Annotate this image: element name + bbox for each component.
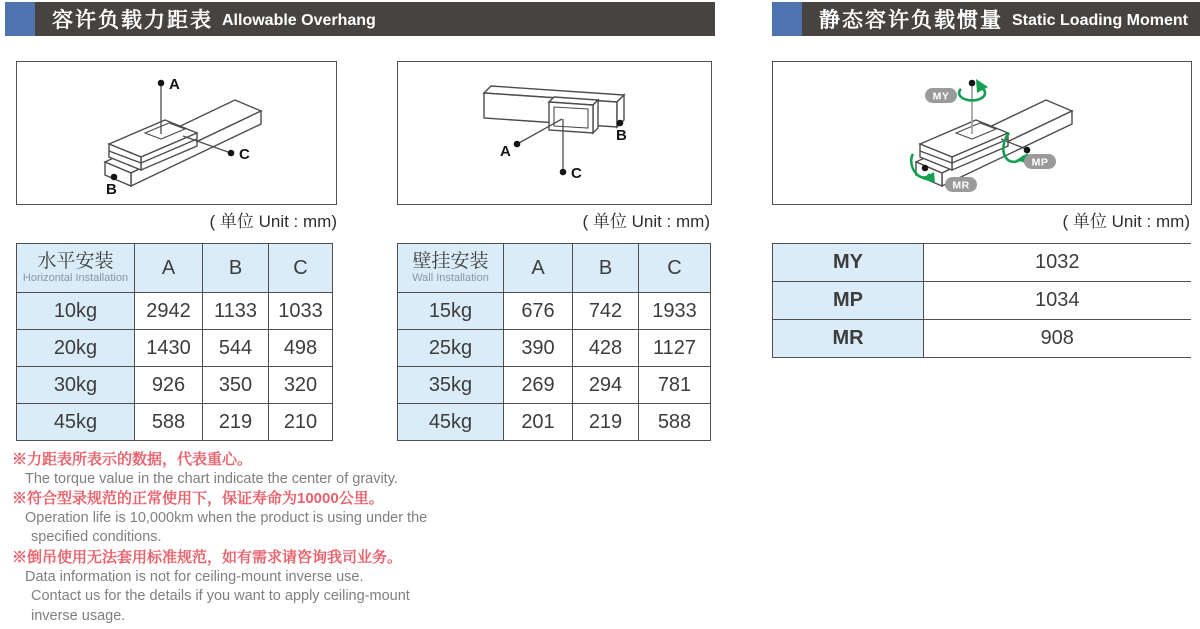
value-cell: 676 xyxy=(504,293,573,330)
wall-installation-diagram xyxy=(397,61,712,205)
value-cell: 390 xyxy=(504,330,573,367)
column-header-c: C xyxy=(269,244,333,293)
section-title-zh: 容许负载力距表 xyxy=(52,9,213,32)
table-row xyxy=(17,404,333,441)
table-row xyxy=(398,404,711,441)
static-moment-diagram xyxy=(772,61,1192,205)
point-a-dot xyxy=(514,141,521,148)
load-cell: 15kg xyxy=(398,293,504,330)
footnote-zh: ※倒吊使用无法套用标准规范，如有需求请咨询我司业务。 xyxy=(12,548,403,566)
table-title-en: Wall Installation xyxy=(412,272,489,284)
value-cell: 588 xyxy=(135,404,203,441)
table-title-zh: 水平安装 xyxy=(37,251,114,272)
mp-axis-dot xyxy=(1024,147,1031,154)
header-bar xyxy=(802,2,1200,36)
section-title-en: Allowable Overhang xyxy=(222,12,376,29)
label-a: A xyxy=(169,76,180,93)
table-row xyxy=(773,244,1191,282)
my-arrowhead-icon xyxy=(976,79,988,93)
value-cell: 2942 xyxy=(135,293,203,330)
table-row xyxy=(17,367,333,404)
section-title-zh: 静态容许负载惯量 xyxy=(819,9,1003,32)
footnote-en: The torque value in the chart indicate the center of gravity. xyxy=(25,470,398,487)
footnote-en: Contact us for the details if you want to apply ceiling-mount xyxy=(31,588,410,605)
footnote-en: specified conditions. xyxy=(31,529,162,546)
footnote-en: inverse usage. xyxy=(31,607,126,624)
table-title-zh: 壁挂安装 xyxy=(412,251,489,272)
my-axis-dot xyxy=(969,80,976,87)
moment-value-cell: 908 xyxy=(924,320,1191,358)
wall-installation-table xyxy=(397,243,711,441)
moment-value-cell: 1032 xyxy=(924,244,1191,282)
table-title-en: Horizontal Installation xyxy=(22,272,129,284)
unit-label: ( 单位 Unit : mm) xyxy=(209,212,337,231)
horizontal-diagram-drawing xyxy=(17,62,336,204)
load-cell: 45kg xyxy=(17,404,135,441)
load-cell: 25kg xyxy=(398,330,504,367)
point-c-dot xyxy=(228,150,235,157)
value-cell: 498 xyxy=(269,330,333,367)
table-header-row xyxy=(17,244,333,293)
load-cell: 45kg xyxy=(398,404,504,441)
value-cell: 350 xyxy=(203,367,269,404)
label-a: A xyxy=(500,143,511,160)
column-header-c: C xyxy=(639,244,711,293)
value-cell: 544 xyxy=(203,330,269,367)
mr-axis-dot xyxy=(922,165,929,172)
moment-diagram-drawing xyxy=(773,62,1191,204)
value-cell: 428 xyxy=(573,330,639,367)
footnote-zh: ※符合型录规范的正常使用下，保证寿命为10000公里。 xyxy=(12,490,384,508)
value-cell: 1933 xyxy=(639,293,711,330)
header-accent-square xyxy=(5,2,35,36)
value-cell: 742 xyxy=(573,293,639,330)
value-cell: 320 xyxy=(269,367,333,404)
point-b-dot xyxy=(111,174,118,181)
mr-badge-label: MR xyxy=(952,179,970,192)
value-cell: 1133 xyxy=(203,293,269,330)
load-cell: 30kg xyxy=(17,367,135,404)
value-cell: 294 xyxy=(573,367,639,404)
label-b: B xyxy=(106,181,117,198)
footnote-en: Data information is not for ceiling-mount inverse use. xyxy=(25,568,364,585)
column-header-a: A xyxy=(504,244,573,293)
header-accent-square xyxy=(772,2,802,36)
point-a-dot xyxy=(158,80,165,87)
wall-diagram-drawing xyxy=(398,62,711,204)
value-cell: 210 xyxy=(269,404,333,441)
value-cell: 1127 xyxy=(639,330,711,367)
column-header-b: B xyxy=(203,244,269,293)
moment-label-cell: MY xyxy=(773,244,924,282)
horizontal-installation-table xyxy=(16,243,333,441)
horizontal-installation-diagram xyxy=(16,61,337,205)
point-b-dot xyxy=(617,120,624,127)
load-cell: 35kg xyxy=(398,367,504,404)
value-cell: 1033 xyxy=(269,293,333,330)
static-moment-table xyxy=(772,243,1191,358)
value-cell: 588 xyxy=(639,404,711,441)
section-header-allowable-overhang xyxy=(5,2,715,36)
table-row xyxy=(398,367,711,404)
unit-label: ( 单位 Unit : mm) xyxy=(582,212,710,231)
load-cell: 20kg xyxy=(17,330,135,367)
label-c: C xyxy=(239,146,250,163)
section-title-en: Static Loading Moment xyxy=(1012,12,1188,29)
table-title-cell xyxy=(398,244,504,293)
table-row xyxy=(398,293,711,330)
my-badge-label: MY xyxy=(932,90,950,103)
header-bar xyxy=(35,2,715,36)
value-cell: 781 xyxy=(639,367,711,404)
table-header-row xyxy=(398,244,711,293)
section-header-static-loading-moment xyxy=(772,2,1200,36)
column-header-b: B xyxy=(573,244,639,293)
carriage-plate xyxy=(554,107,588,128)
carriage-right-face xyxy=(593,100,598,133)
footnotes xyxy=(12,450,512,626)
column-header-a: A xyxy=(135,244,203,293)
table-row xyxy=(398,330,711,367)
footnote-en: Operation life is 10,000km when the product is using under the xyxy=(25,509,428,526)
table-row xyxy=(773,320,1191,358)
label-c: C xyxy=(571,165,582,182)
table-row xyxy=(17,330,333,367)
table-row xyxy=(17,293,333,330)
label-b: B xyxy=(616,127,627,144)
mp-badge-label: MP xyxy=(1031,156,1049,169)
footnote-zh: ※力距表所表示的数据，代表重心。 xyxy=(12,451,253,468)
value-cell: 269 xyxy=(504,367,573,404)
unit-label: ( 单位 Unit : mm) xyxy=(1062,212,1190,231)
value-cell: 219 xyxy=(203,404,269,441)
value-cell: 926 xyxy=(135,367,203,404)
moment-label-cell: MP xyxy=(773,282,924,320)
value-cell: 219 xyxy=(573,404,639,441)
value-cell: 1430 xyxy=(135,330,203,367)
moment-label-cell: MR xyxy=(773,320,924,358)
point-c-dot xyxy=(560,169,567,176)
moment-value-cell: 1034 xyxy=(924,282,1191,320)
value-cell: 201 xyxy=(504,404,573,441)
load-cell: 10kg xyxy=(17,293,135,330)
table-title-cell xyxy=(17,244,135,293)
table-row xyxy=(773,282,1191,320)
